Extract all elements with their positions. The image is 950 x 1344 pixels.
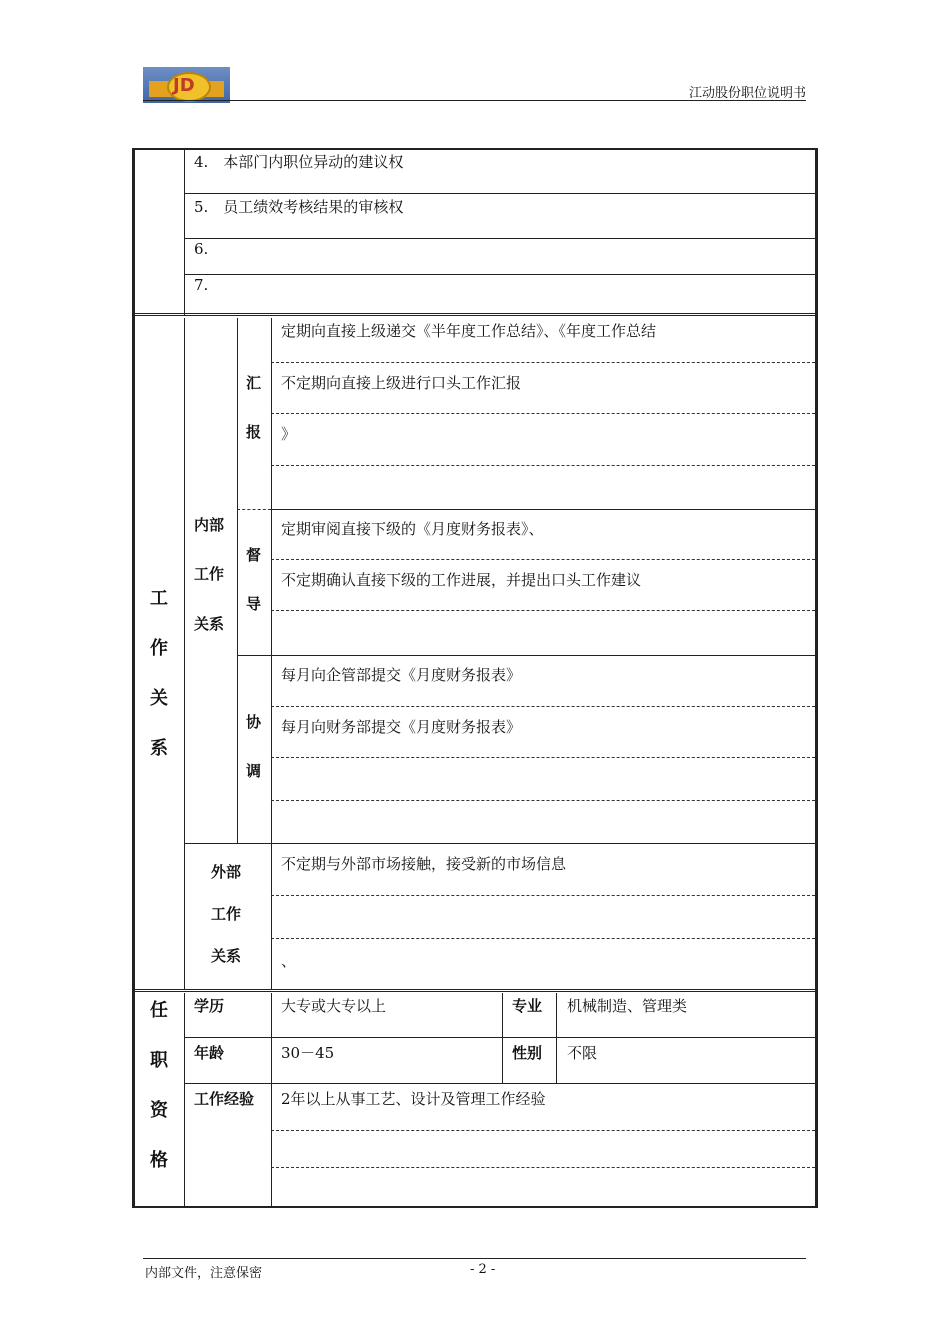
experience-line: 2年以上从事工艺、设计及管理工作经验 (281, 1090, 546, 1108)
supervise-label: 导 (246, 595, 262, 613)
education-value: 大专或大专以上 (281, 997, 387, 1015)
work-relations-label: 系 (150, 738, 168, 759)
work-relations-label: 工 (150, 588, 168, 609)
table-right-border (815, 148, 818, 1208)
age-value: 30－45 (281, 1044, 335, 1062)
work-relations-label: 作 (150, 638, 168, 659)
report-label: 汇 (246, 374, 262, 392)
education-label: 学历 (194, 997, 225, 1015)
qualifications-label: 资 (150, 1100, 168, 1121)
page-number: - 2 - (470, 1262, 496, 1277)
internal-label: 工作 (194, 565, 225, 583)
coordinate-label: 协 (246, 713, 262, 731)
supervise-label: 督 (246, 546, 262, 564)
table-bottom-border (132, 1206, 818, 1208)
major-label: 专业 (512, 997, 543, 1015)
logo-text: JD (173, 75, 195, 96)
footer-rule (143, 1258, 806, 1259)
internal-label: 关系 (194, 615, 225, 633)
supervise-line: 定期审阅直接下级的《月度财务报表》、 (281, 520, 544, 538)
report-label: 报 (246, 423, 262, 441)
coordinate-line: 每月向财务部提交《月度财务报表》 (281, 718, 522, 736)
section-divider (132, 313, 818, 316)
external-label: 关系 (211, 947, 242, 965)
table-top-border (132, 148, 818, 150)
coordinate-line: 每月向企管部提交《月度财务报表》 (281, 666, 522, 684)
header-rule (143, 100, 806, 101)
qualifications-label: 格 (150, 1150, 168, 1171)
internal-label: 内部 (194, 516, 225, 534)
gender-value: 不限 (567, 1044, 598, 1062)
supervise-line: 不定期确认直接下级的工作进展，并提出口头工作建议 (281, 571, 642, 589)
authority-item: 5. 员工绩效考核结果的审核权 (194, 198, 404, 216)
age-label: 年龄 (194, 1044, 225, 1062)
company-logo (143, 67, 230, 103)
external-label: 工作 (211, 905, 242, 923)
authority-divider (184, 148, 185, 316)
document-title: 江动股份职位说明书 (688, 86, 806, 101)
report-line: 不定期向直接上级进行口头工作汇报 (281, 374, 522, 392)
qualifications-label: 任 (150, 1000, 168, 1021)
external-label: 外部 (211, 863, 242, 881)
external-line: 、 (281, 952, 297, 970)
authority-item: 7. (194, 276, 209, 294)
work-relations-label: 关 (150, 688, 168, 709)
gender-label: 性别 (512, 1044, 543, 1062)
report-line: 》 (281, 425, 297, 443)
authority-item: 6. (194, 240, 209, 258)
authority-item: 4. 本部门内职位异动的建议权 (194, 153, 404, 171)
major-value: 机械制造、管理类 (567, 997, 688, 1015)
external-line: 不定期与外部市场接触，接受新的市场信息 (281, 855, 567, 873)
experience-label: 工作经验 (194, 1090, 255, 1108)
section-divider (132, 989, 818, 992)
coordinate-label: 调 (246, 762, 262, 780)
confidential-note: 内部文件，注意保密 (145, 1266, 263, 1281)
qualifications-label: 职 (150, 1050, 168, 1071)
table-left-border (132, 148, 135, 1208)
report-line: 定期向直接上级递交《半年度工作总结》、《年度工作总结 (281, 322, 657, 340)
